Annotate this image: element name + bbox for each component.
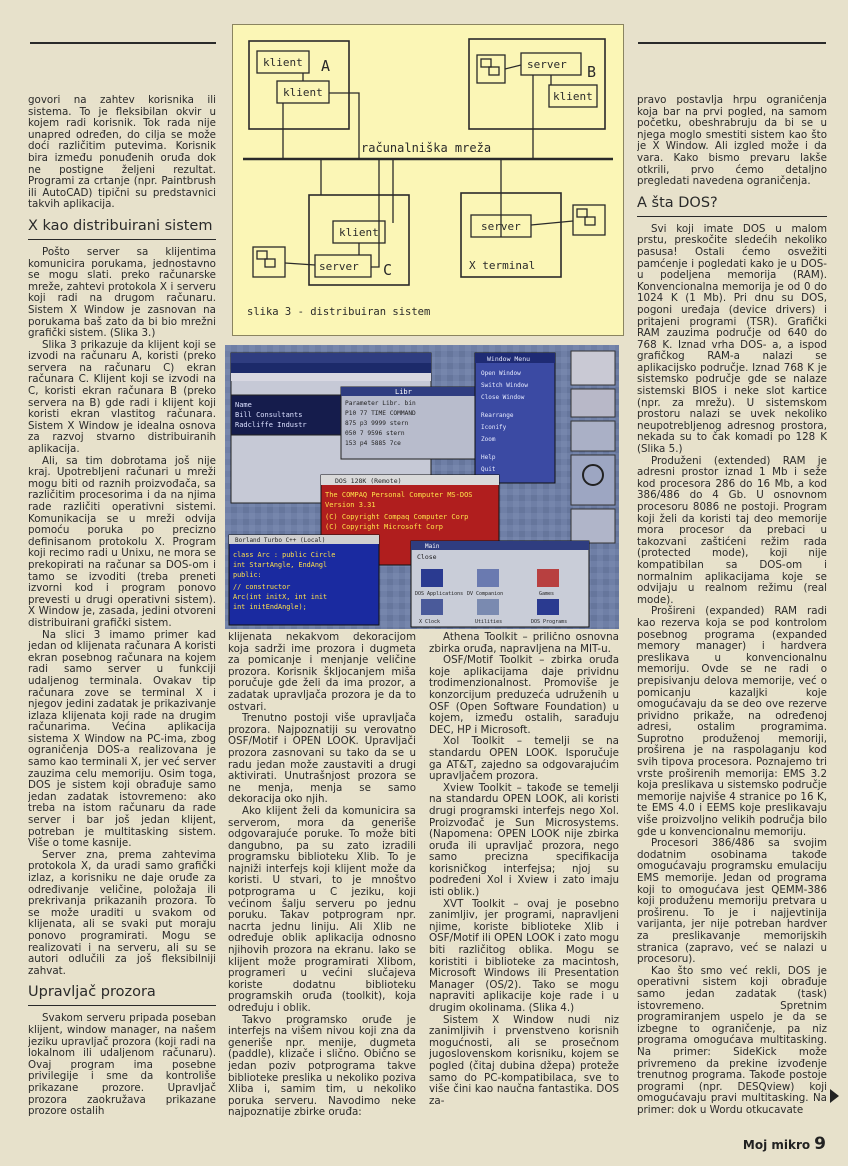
window-menu-item-8[interactable]: Quit	[481, 466, 496, 473]
window-menu-item-5[interactable]: Iconify	[481, 424, 507, 431]
dos-line-2: Version 3.31	[325, 501, 376, 509]
finder-icon-6[interactable]: DOS Programs	[531, 619, 568, 625]
mid1-paragraph-3: Ako klijent želi da komunicira sa serverom, mora da generiše odgovarajuće poruke. To može biti dangubno, pa su zato izradili programsku biblioteku Xlib. To je najniži interfejs koji klijent može da koristi. U stvari, to je mnoštvo potprograma u C jeziku, koji većinom šalju serveru po jednu poruku. Takav potprogram npr. nacrta jednu liniju. Ali Xlib ne određuje oblik aplikacija odnosno njihovih prozora na ekranu. Iako se klijent može programirati Xlibom, programeri u većini slučajeva koriste dodatnu biblioteku programskih oruđa (toolkit), koja određuju i oblik.	[228, 804, 416, 1014]
computer-b-server-label: server	[527, 58, 567, 71]
window-menu-title: Window Menu	[487, 355, 531, 363]
left-paragraph-7: Svakom serveru pripada poseban klijent, window manager, na našem jeziku upravljač prozora (koji radi na lokalnom ili udaljenom računaru). Ovaj program ima posebne privilegije i sme da kontroliše prikazane prozore. Upravljač prozora zaokružava prikazane prozore ostalih	[28, 1012, 216, 1118]
diagram-caption: slika 3 - distribuiran sistem	[247, 306, 431, 318]
x-terminal-server-label: server	[481, 220, 521, 233]
x-terminal-label: X terminal	[469, 259, 536, 272]
finder-icon-1[interactable]: DOS Applications	[415, 591, 464, 597]
heading-window-manager: Upravljač prozora	[28, 984, 216, 1006]
editor-line-6: int initEndAngle);	[233, 603, 307, 611]
mid2-paragraph-1: Athena Toolkit – prilično osnovna zbirka oruđa, napravljena na MIT-u.	[429, 632, 619, 655]
stats-line-3: 875 p3 9999 stern	[345, 420, 409, 427]
finder-title: Main	[425, 543, 440, 550]
continue-arrow-icon	[830, 1089, 839, 1103]
window-menu-item-2[interactable]: Switch Window	[481, 382, 528, 389]
left-paragraph-6: Server zna, prema zahtevima protokola X, da uradi samo grafički izlaz, a korisniku ne daje oruđe za određivanje veličine, položaja ili prekrivanja prikazanih prozora. To se može uraditi u svakom od klijenata, ali se svaki put moraju ponovo programirati. Mogu se realizovati i na serveru, ali su se autori odlučili za još fleksibilniji zahvat.	[28, 848, 216, 977]
mid2-paragraph-3: Xol Toolkit – temelji se na standardu OPEN LOOK. Isporučuje ga AT&T, zajedno sa odgovarajućim upravljačem prozora.	[429, 735, 619, 783]
window-menu-item-6[interactable]: Zoom	[481, 436, 496, 443]
column-right	[637, 95, 827, 1130]
stats-line-2: P10 77 TIME COMMAND	[345, 410, 416, 417]
right-paragraph-6: Kao što smo već rekli, DOS je operativni sistem koji obrađuje samo jedan zadatak (task) istovremeno. Spretnim programiranjem uspelo je da se izbegne to ograničenje, pa niz programa omogućava multitasking. Na primer: SideKick može privremeno da prekine izvođenje trenutnog programa. Takođe postoje programi (npr. DESQview) koji omogućavaju pravi multitasking. Na primer: dok u Wordu otkucavate	[637, 964, 827, 1116]
finder-icon-3[interactable]: Games	[539, 591, 555, 597]
computer-c-server-label: server	[319, 260, 359, 273]
finder-icon-5[interactable]: Utilities	[475, 619, 503, 625]
network-label: računalniška mreža	[361, 141, 492, 155]
window-menu-item-3[interactable]: Close Window	[481, 394, 525, 401]
stats-title: Libr	[395, 388, 412, 396]
right-paragraph-5: Procesori 386/486 sa svojim dodatnim osobinama takođe omogućavaju programsku emulaciju EMS memorije. Jedan od programa koji to omogućava jest QEMM-386 koji produženu memoriju pretvara u proširenu. To je i najjevtinija varijanta, jer nije potreban hardver za preslikavanje memorijskih stranica (zapravo, već se nalazi u procesoru).	[637, 837, 827, 966]
editor-line-5: Arc(int initX, int init	[233, 593, 328, 601]
heading-dos: A šta DOS?	[637, 195, 827, 217]
dos-window-title: DOS 128K (Remote)	[335, 477, 402, 485]
computer-a-klient1-label: klient	[263, 56, 303, 69]
left-paragraph-2: Pošto server sa klijentima komunicira porukama, jednostavno se mogu slati. preko računarske mreže, zahtevi protokola X i serveru koji radi na drugom računaru. Sistem X Window je zasnovan na porukama baš zato da bi bio mrežni grafički sistem. (Slika 3.)	[28, 245, 216, 340]
column-middle-1	[228, 632, 416, 1132]
left-paragraph-3: Slika 3 prikazuje da klijent koji se izvodi na računaru A, koristi (preko servera na računaru C) ekran računara C. Klijent koji se izvodi na C, koristi ekran računara B (preko servera na B) gde radi i klijent koji koristi ekran vlastitog računara. Sistem X Window je idealna osnova za razvoj stvarno distribuiranih aplikacija.	[28, 338, 216, 456]
finder-icon-2[interactable]: DV Companion	[467, 591, 504, 597]
finder-icon-4[interactable]: X Clock	[419, 619, 441, 625]
editor-title: Borland Turbo C++ (Local)	[235, 537, 326, 544]
stats-line-1: Parameter Libr. bin	[345, 400, 416, 407]
stats-line-5: 153 p4 5885 7ce	[345, 440, 401, 447]
window-menu-item-4[interactable]: Rearrange	[481, 412, 514, 419]
dos-line-3: (C) Copyright Compaq Computer Corp	[325, 513, 469, 521]
desktop-screenshot	[225, 345, 619, 629]
right-paragraph-4: Prošireni (expanded) RAM radi kao rezerva koja se pod kontrolom posebnog programa (expanded memory manager) i hardvera preslikava u konvencionalnu memoriju. Ovde se ne radi o prepisivanju delova memorije, već o pomicanju kazaljki koje omogućavaju da se deo ove rezerve prividno prikaže, na određenoj adresi, ostalim programima. Suprotno produženoj memoriji, proširena je na raspolaganju kod svih tipova procesora. Poznajemo tri vrste proširenih memorija: EMS 3.2 koja preslikava u sistemsko područje memorije najviše 4 stranice po 16 K, te EMS 4.0 i EEMS koje preslikavaju više proizvoljno velikih područja bilo gde u konvencionalnu memoriju.	[637, 605, 827, 838]
list-row-2: Bill Consultants	[235, 411, 303, 419]
right-paragraph-2: Svi koji imate DOS u malom prstu, preskočite sledećih nekoliko pasusa! Ostali ćemo osvežiti pamćenje i pogledati kako je u DOS-u podeljena memorija (RAM). Konvencionalna memorija je od 0 do 1024 K (1 Mb). Pri dnu su DOS, pogoni uređaja (device drivers) i pritajeni programi (TSR). Grafički RAM zauzima područje od 640 do 768 K. Iznad vrha DOS- a, a ispod grafičkog RAM-a nalazi se aplikacijsko područje. Iznad 768 K je sistemsko područje gde se nalaze sistemski BIOS i neke slot kartice (npr. za mrežu). U sistemskom prostoru nalazi se uvek nekoliko neupotrebljenog adresnog prostora, nekada su to čak komadi po 128 K (Slika 5.)	[637, 222, 827, 456]
page-number: 9	[814, 1134, 826, 1154]
list-row-3: Radcliffe Industr	[235, 421, 307, 429]
left-paragraph-1: govori na zahtev korisnika ili sistema. To je fleksibilan okvir u kojem radi korisnik. Tok rada nije unapred određen, do cilja se može doći različitim putevima. Korisnik bira između ponuđenih oruđa dok ne postigne željeni rezultat. Programi za crtanje (npr. Paintbrush ili AutoCAD) tipični su predstavnici takvih aplikacija.	[28, 95, 216, 211]
computer-b-klient-label: klient	[553, 90, 593, 103]
column-middle-2	[429, 632, 619, 1132]
computer-a-box	[249, 41, 349, 129]
left-paragraph-5: Na slici 3 imamo primer kad jedan od klijenata računara A koristi ekran posebnog računara na kojem radi samo server u funkciji udaljenog terminala. Ovakav tip računara zove se terminal X i njegov jedini zadatak je prikazivanje izlaza klijenata koji rade na drugim računarima. Većina aplikacija sistema X Window na PC-ima, zbog ograničenja DOS-a realizovana je samo kao terminali X, jer već server zauzima celu memoriju. Osim toga, DOS je sistem koji obrađuje samo jedan zadatak istovremeno: ako treba na istom računaru da rade server i bar još jedan klijent, potreban je multitasking sistem. Više o tome kasnije.	[28, 628, 216, 850]
top-rule-left	[30, 42, 216, 44]
page-footer	[743, 1134, 826, 1154]
top-rule-right	[638, 42, 826, 44]
desktop-screenshot-svg	[225, 345, 619, 629]
mid2-paragraph-6: Sistem X Window nudi niz zanimljivih i prvenstveno korisnih mogućnosti, ali se prosečnom jugoslovenskom korisniku, kojem se pogled (čitaj dubina džepa) proteže samo do PC-kompatibilaca, sve to više čini kao naučna fantastika. DOS za-	[429, 1013, 619, 1107]
mid1-paragraph-2: Trenutno postoji više upravljača prozora. Najpoznatiji su verovatno OSF/Motif i OPEN LOOK. Upravljači prozora zasnovani su tako da se u radu jedan može zaustaviti a drugi aktivirati. Unutrašnjost prozora se ne menja, menja se samo dekoracija oko njih.	[228, 712, 416, 806]
list-row-1: Name	[235, 401, 252, 409]
editor-line-3: public:	[233, 571, 262, 579]
label-a: A	[321, 57, 331, 75]
computer-a-klient2-label: klient	[283, 86, 323, 99]
label-c: C	[383, 261, 393, 279]
left-paragraph-4: Ali, sa tim dobrotama još nije kraj. Upotrebljeni računari u mreži mogu biti od raznih proizvođača, sa različitim procesorima i da na njima rade različiti operativni sistemi. Komunikacija se u mreži odvija pomoću poruka po precizno definisanom protokolu X. Program koji recimo radi u Unixu, ne mora se prekopirati na računar sa DOS-om i tamo se izvoditi (treba preneti izvorni kod i program ponovo prevesti u drugi operativni sistem). X Window je, zasada, jedini otvoreni distribuirani grafički sistem.	[28, 454, 216, 629]
mid2-paragraph-4: Xview Toolkit – takođe se temelji na standardu OPEN LOOK, ali koristi drugi programski interfejs nego Xol. Proizvođač je Sun Microsystems. (Napomena: OPEN LOOK nije zbirka oruđa ili upravljač prozora, nego samo precizna specifikacija korisničkog interfejsa; njoj su podređeni Xol i Xview i zato imaju isti oblik.)	[429, 781, 619, 899]
editor-line-4: // constructor	[233, 583, 291, 591]
right-paragraph-1: pravo postavlja hrpu ograničenja koja bar na prvi pogled, na samom početku, obeshrabruju da bi se u njega moglo smestiti sistem kao što je X Window. Ali izgled može i da vara. Kako bismo prevaru lakše otkrili, prvo ćemo detaljno pregledati navedena ograničenja.	[637, 95, 827, 188]
mid2-paragraph-2: OSF/Motif Toolkit – zbirka oruđa koje aplikacijama daje prividnu trodimenzionalnost. Promoviše je konzorcijum preduzeća udruženih u OSF (Open Software Foundation) u kojem, između ostalih, sarađuju DEC, HP i Microsoft.	[429, 654, 619, 736]
window-menu-item-7[interactable]: Help	[481, 454, 496, 461]
column-left	[28, 95, 216, 1130]
network-diagram	[232, 24, 624, 336]
editor-line-1: class Arc : public Circle	[233, 551, 336, 559]
computer-c-klient-label: klient	[339, 226, 379, 239]
mid2-paragraph-5: XVT Toolkit – ovaj je posebno zanimljiv, jer programi, napravljeni njime, koriste biblioteke Xlib i OSF/Motif ili OPEN LOOK i zato mogu biti različitog oblika. Mogu se koristiti i biblioteke za macintosh, Microsoft Windows ili Presentation Manager (OS/2). Tako se mogu napraviti aplikacije koje rade i u drugim okolinama. (Slika 4.)	[429, 897, 619, 1014]
mid1-paragraph-4: Takvo programsko oruđe je interfejs na višem nivou koji zna da generiše npr. menije, dugmeta (paddle), klizače i slično. Obično se jedan poziv potprograma takve biblioteke preslika u nekoliko poziva Xliba i, samim tim, u nekoliko poruka serveru. Navodimo neke najpoznatije zbirke oruđa:	[228, 1013, 416, 1119]
magazine-name: Moj mikro	[742, 1138, 811, 1152]
finder-menu[interactable]: Close	[417, 553, 437, 561]
dos-line-4: (C) Copyright Microsoft Corp	[325, 523, 444, 531]
window-menu-item-1[interactable]: Open Window	[481, 370, 521, 377]
heading-x-distributed: X kao distribuirani sistem	[28, 218, 216, 240]
editor-line-2: int StartAngle, EndAngl	[233, 561, 328, 569]
stats-line-4: 050 7 9596 stern	[345, 430, 405, 437]
mid1-paragraph-1: klijenata nekakvom dekoracijom koja sadrži ime prozora i dugmeta za pomicanje i menjanje veličine prozora. Korisnik škljocanjem miša poručuje gde želi da ima prozor, a zadatak upravljača prozora je da to ostvari.	[228, 632, 416, 713]
network-diagram-svg	[233, 25, 625, 337]
right-paragraph-3: Produženi (extended) RAM je adresni prostor iznad 1 Mb i seže kod procesora 286 do 16 Mb, a kod 386/486 do 4 Gb. U osnovnom procesoru 8086 ne postoji. Program koji želi da koristi taj deo memorije mora procesor da prebaci u takozvani zaštićeni režim rada (protected mode), koji nije kompatibilan sa DOS-om i normalnim aplikacijama koje se odvijaju u realnom režimu (real mode).	[637, 454, 827, 606]
dos-line-1: The COMPAQ Personal Computer MS-DOS	[325, 491, 473, 499]
label-b: B	[587, 63, 597, 81]
